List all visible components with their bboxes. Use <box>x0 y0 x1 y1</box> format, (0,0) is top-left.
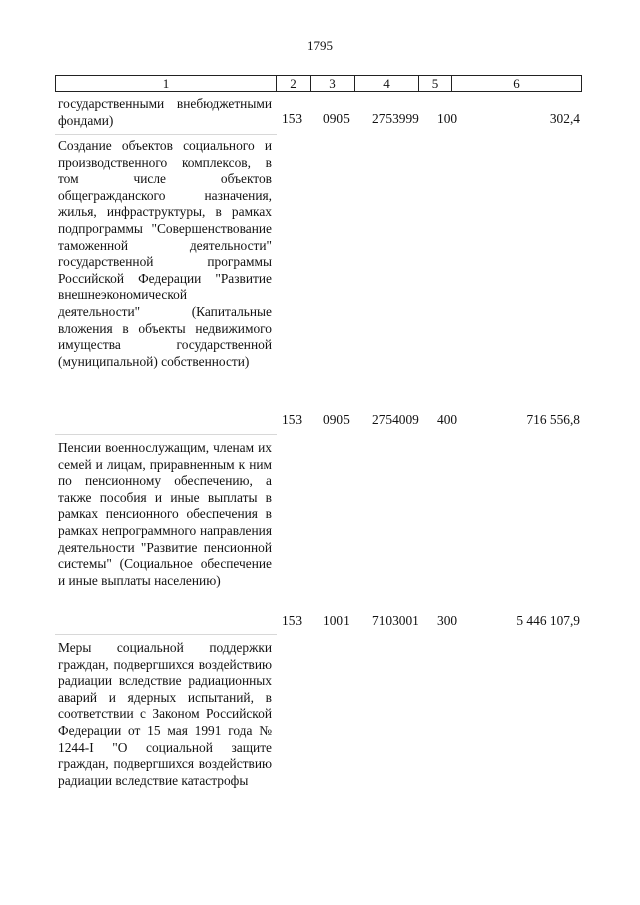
header-col-5: 5 <box>419 76 452 91</box>
row-col-4: 7103001 <box>372 613 419 628</box>
table-row <box>55 138 582 430</box>
header-col-1: 1 <box>56 76 277 91</box>
row-col-6: 716 556,8 <box>526 412 580 427</box>
row-col-6: 302,4 <box>549 111 580 126</box>
row-description: Меры социальной поддержки граждан, подвергшихся воздействию радиации вследствие радиационных аварий и ядерных испытаний, в соответствии с Законом Российской Федерации от 15 мая 1991 года № 1244-I "О социальной защите граждан, подвергшихся воздействию радиации вследствие катастрофы <box>58 640 272 788</box>
row-col-2: 153 <box>282 613 303 628</box>
row-description: Создание объектов социального и производственного комплексов, в том числе объектов общегражданского назначения, жилья, инфраструктуры, в рамках подпрограммы "Совершенствование таможенной деятельности" государственной программы Российской Федерации "Развитие внешнеэкономической деятельности" (Капитальные вложения в объекты недвижимого имущества государственной (муниципальной) собственности) <box>58 138 272 369</box>
row-col-3: 1001 <box>323 613 350 628</box>
row-col-4: 2753999 <box>372 111 419 126</box>
page-number: 1795 <box>307 38 333 53</box>
row-col-6: 5 446 107,9 <box>516 613 580 628</box>
row-separator <box>55 134 277 135</box>
row-separator <box>55 634 277 635</box>
row-col-2: 153 <box>282 412 303 427</box>
row-col-2: 153 <box>282 111 303 126</box>
header-col-6: 6 <box>513 76 520 91</box>
header-col-4: 4 <box>355 76 419 91</box>
row-description: Пенсии военнослужащим, членам их семей и лицам, приравненным к ним по пенсионному обеспечению, а также пособия и иные выплаты в рамках пенсионного обеспечения в рамках непрограммного направления деятельности "Развитие пенсионной системы" (Социальное обеспечение и иные выплаты населению) <box>58 440 272 588</box>
row-col-3: 0905 <box>323 111 350 126</box>
table-row <box>55 640 582 840</box>
table-row <box>55 96 582 132</box>
header-col-3: 3 <box>311 76 355 91</box>
row-col-5: 300 <box>437 613 458 628</box>
table-header <box>55 75 582 92</box>
row-description: государственными внебюджетными фондами) <box>58 96 272 128</box>
row-col-5: 400 <box>437 412 458 427</box>
row-col-5: 100 <box>437 111 458 126</box>
row-col-3: 0905 <box>323 412 350 427</box>
row-separator <box>55 434 277 435</box>
row-col-4: 2754009 <box>372 412 419 427</box>
table-row <box>55 440 582 630</box>
header-col-2: 2 <box>277 76 311 91</box>
